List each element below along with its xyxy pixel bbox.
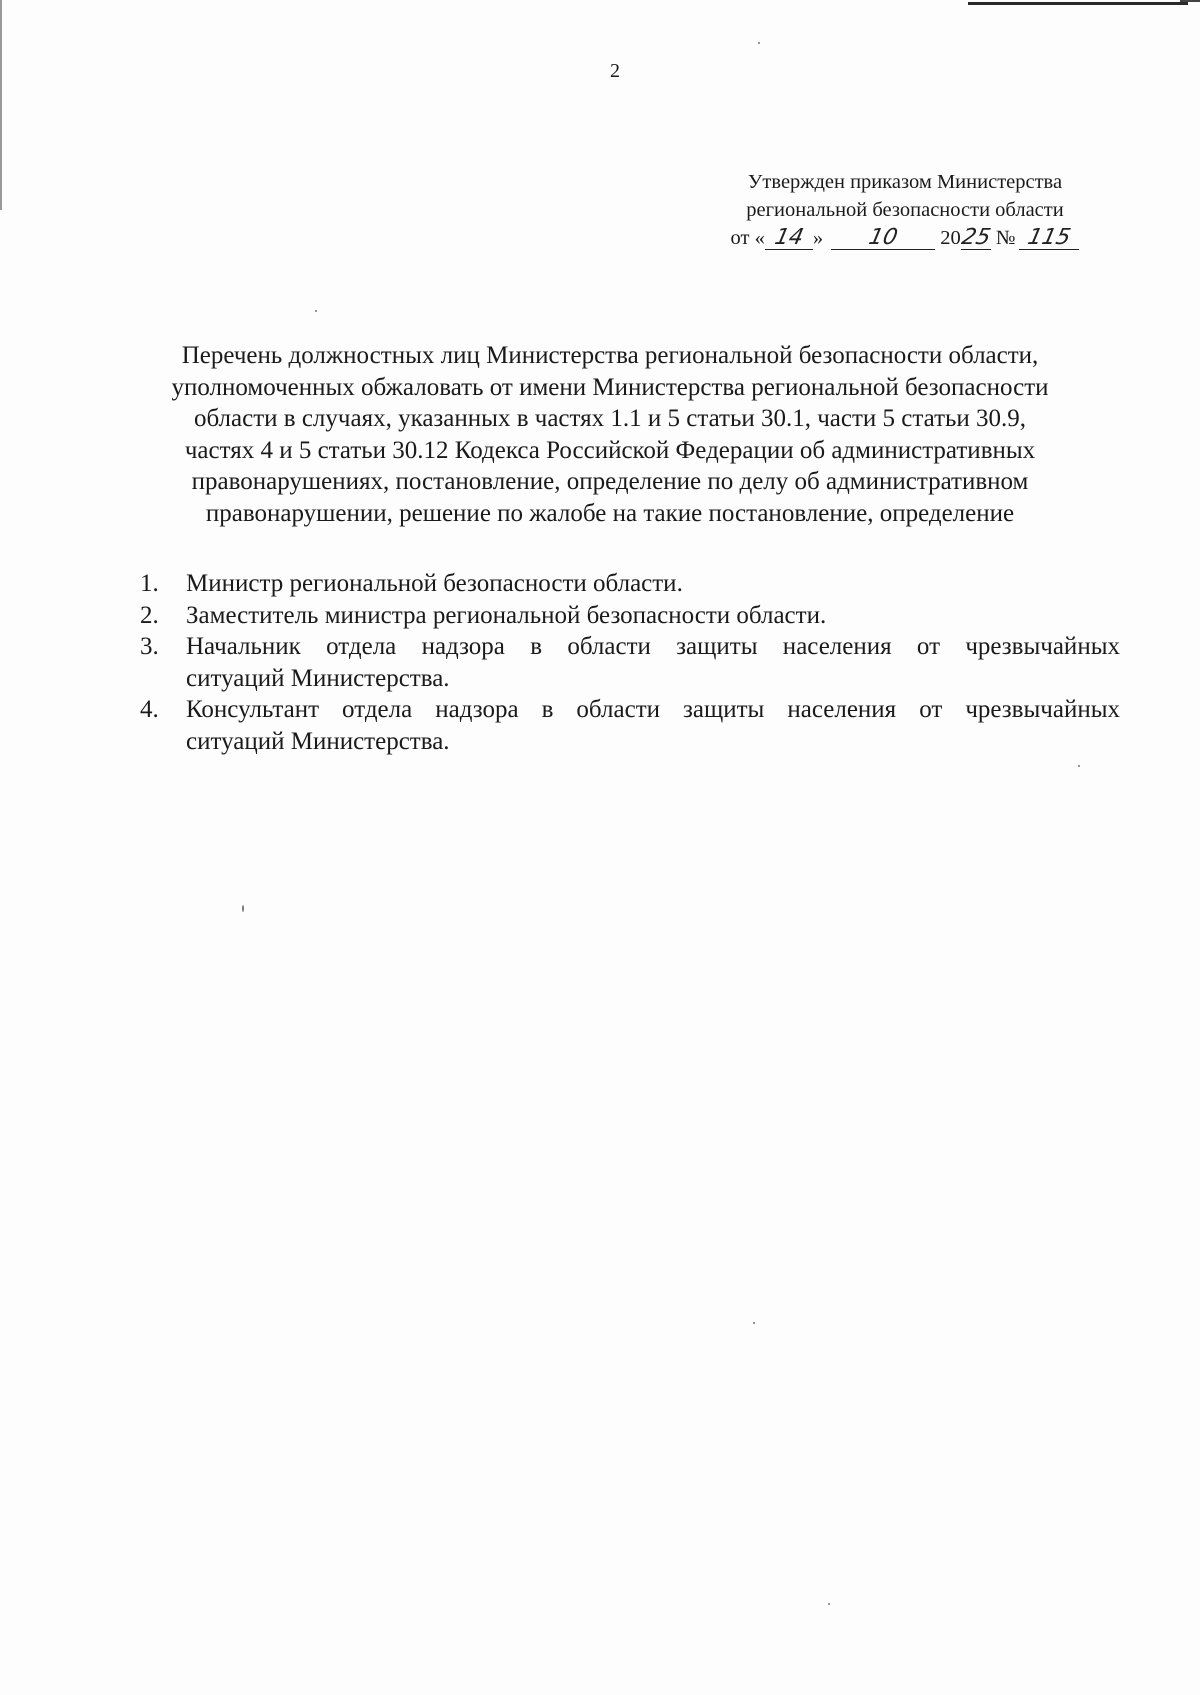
title-line: области в случаях, указанных в частях 1.1 и 5 статьи 30.1, части 5 статьи 30.9, (193, 405, 1027, 432)
list-item-number: 3. (140, 633, 159, 660)
handwritten-order-number: 115 (1025, 225, 1074, 250)
title-line: частях 4 и 5 статьи 30.12 Кодекса Российской Федерации об административных (184, 436, 1036, 464)
list-item-line: Начальник отдела надзора в области защиты населения от чрезвычайных (186, 633, 1120, 660)
officials-list (140, 568, 1120, 757)
list-item-line: Министр региональной безопасности области. (186, 570, 683, 597)
approval-line-2: региональной безопасности области (746, 199, 1064, 221)
date-year-prefix: 20 (940, 227, 961, 249)
page-number: 2 (610, 60, 620, 82)
scan-speck (315, 310, 317, 312)
list-item-text (186, 600, 1120, 632)
handwritten-month: 10 (866, 225, 900, 250)
approval-stamp (700, 168, 1110, 252)
list-item-line: ситуаций Министерства. (186, 664, 450, 692)
scan-artifact-edge (0, 0, 2, 210)
list-item-line: ситуаций Министерства. (186, 727, 450, 755)
date-day-field (765, 227, 813, 250)
handwritten-day: 14 (772, 225, 806, 250)
document-title (115, 340, 1105, 529)
title-line: Перечень должностных лиц Министерства региональной безопасности области, (181, 342, 1039, 369)
scan-artifact-line (1180, 0, 1200, 2)
list-item (140, 694, 1120, 757)
date-month-field (831, 227, 935, 250)
handwritten-year: 25 (959, 225, 993, 250)
title-line: правонарушении, решение по жалобе на такие постановление, определение (205, 499, 1015, 527)
date-prefix: от « (730, 227, 765, 249)
title-line: правонарушениях, постановление, определение по делу об административном (191, 468, 1029, 495)
list-item-number: 2. (140, 601, 159, 629)
number-sign: № (995, 227, 1016, 249)
approval-date-line (700, 224, 1110, 252)
scan-speck (242, 905, 244, 912)
list-item-line: Консультант отдела надзора в области защиты населения от чрезвычайных (186, 696, 1120, 723)
scan-artifact-line (968, 2, 1188, 5)
list-item-number: 1. (140, 570, 159, 597)
list-item-number: 4. (140, 696, 159, 723)
list-item (140, 600, 1120, 632)
list-item (140, 568, 1120, 600)
list-item-text (186, 694, 1120, 757)
approval-line-1: Утвержден приказом Министерства (747, 171, 1063, 193)
order-number-field (1019, 227, 1079, 250)
scan-speck (753, 1322, 755, 1324)
scan-speck (758, 42, 760, 44)
list-item (140, 631, 1120, 694)
scan-speck (828, 1603, 830, 1605)
title-line: уполномоченных обжаловать от имени Министерства региональной безопасности (171, 373, 1049, 401)
list-item-line: Заместитель министра региональной безопасности области. (186, 601, 827, 629)
scan-speck (1078, 765, 1080, 767)
list-item-text (186, 568, 1120, 600)
date-quote-close: » (812, 227, 824, 249)
list-item-text (186, 631, 1120, 694)
date-year-field (961, 227, 991, 250)
